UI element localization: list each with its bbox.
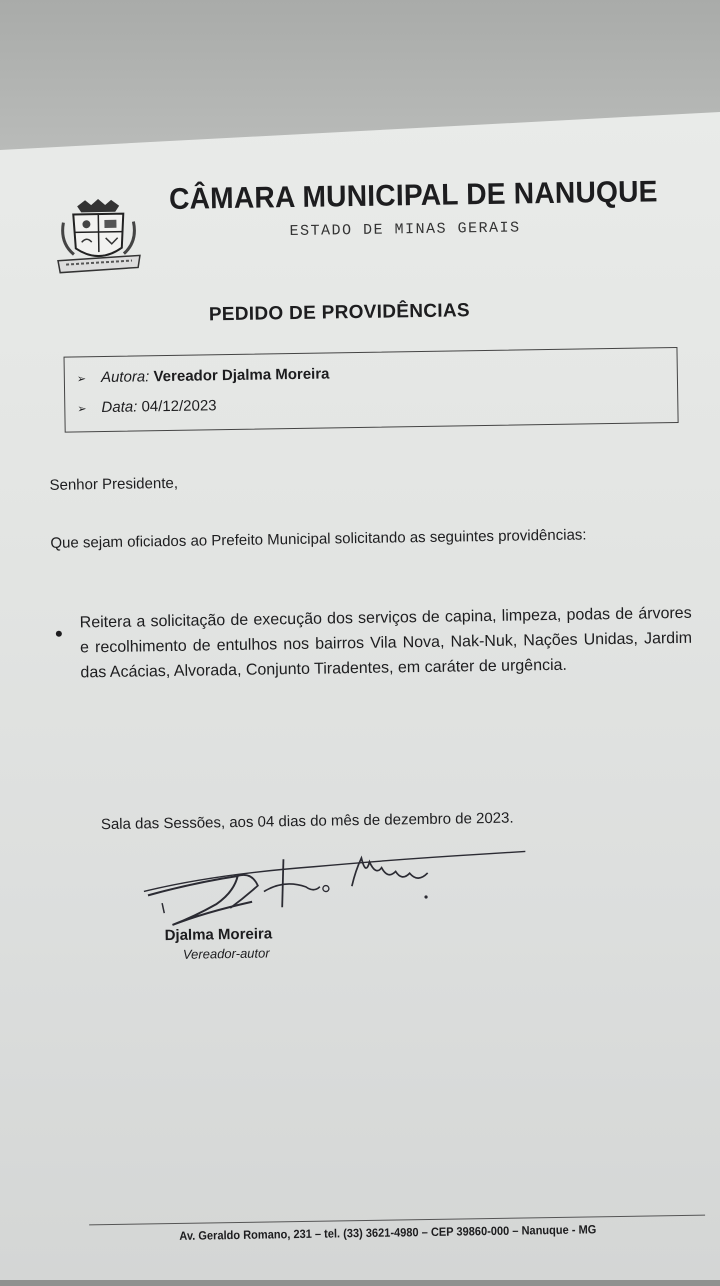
request-item: Reitera a solicitação de execução dos serviços de capina, limpeza, podas de árvores e recolhimento de entulhos nos bairros Vila Nova, Nak-Nuk, Nações Unidas, Jardim das Acácias, Alvorada, Conjunto Tiradentes, em caráter de urgência. (79, 604, 693, 682)
salutation: Senhor Presidente, (49, 474, 179, 494)
bullet-icon (56, 631, 62, 637)
session-date-line: Sala das Sessões, aos 04 dias do mês de dezembro de 2023. (100, 809, 514, 834)
footer-divider (89, 1215, 705, 1226)
triangle-right-icon: ➢ (77, 403, 87, 416)
metadata-box (64, 347, 679, 433)
author-label: Autora: (100, 368, 150, 387)
author-row (77, 365, 330, 386)
request-intro: Que sejam oficiados ao Prefeito Municipal solicitando as seguintes providências: (50, 526, 587, 552)
date-value: 04/12/2023 (141, 397, 217, 416)
chamber-title: CÂMARA MUNICIPAL DE NANUQUE (168, 175, 658, 216)
date-label: Data: (101, 398, 138, 417)
state-name: ESTADO DE MINAS GERAIS (289, 219, 521, 241)
handwritten-signature (133, 837, 544, 939)
footer-address: Av. Geraldo Romano, 231 – tel. (33) 3621-4980 – CEP 39860-000 – Nanuque - MG (179, 1222, 597, 1243)
signer-name: Djalma Moreira (164, 925, 273, 945)
author-value: Vereador Djalma Moreira (153, 365, 330, 386)
signer-role: Vereador-autor (182, 945, 270, 962)
document-type-title: PEDIDO DE PROVIDÊNCIAS (208, 300, 471, 326)
municipal-crest-icon (55, 197, 142, 276)
triangle-right-icon: ➢ (76, 373, 87, 386)
date-row (77, 397, 217, 416)
